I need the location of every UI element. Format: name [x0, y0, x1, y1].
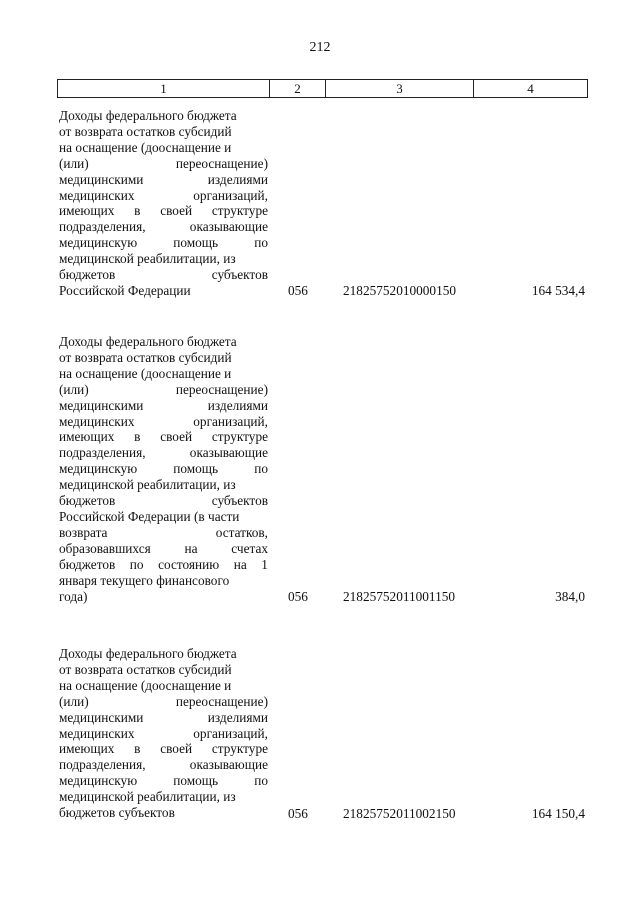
description-line: медицинской реабилитации, из: [59, 789, 236, 805]
description-line: подразделения, оказывающие: [59, 757, 268, 773]
description-line: года): [59, 588, 88, 604]
description-line: (или) переоснащение): [59, 155, 268, 171]
description-line: имеющих в своей структуре: [59, 741, 268, 757]
description-line: от возврата остатков субсидий: [59, 123, 232, 139]
description-line: подразделения, оказывающие: [59, 445, 268, 461]
description-line: медицинскую помощь по: [59, 773, 268, 789]
amount: 164 534,4: [531, 283, 585, 299]
admin-code: 056: [288, 588, 308, 604]
description-line: медицинскую помощь по: [59, 235, 268, 251]
description-line: Российской Федерации (в части: [59, 508, 240, 524]
admin-code: 056: [288, 283, 308, 299]
description-line: медицинской реабилитации, из: [59, 477, 236, 493]
description-line: от возврата остатков субсидий: [59, 349, 232, 365]
description-line: подразделения, оказывающие: [59, 219, 268, 235]
row-description: [59, 108, 268, 299]
description-line: медицинскими изделиями: [59, 709, 268, 725]
amount: 384,0: [555, 588, 585, 604]
classification-code: 21825752011001150: [343, 588, 456, 604]
description-line: медицинских организаций,: [59, 413, 268, 429]
description-line: медицинских организаций,: [59, 187, 268, 203]
description-line: (или) переоснащение): [59, 693, 268, 709]
description-line: медицинских организаций,: [59, 725, 268, 741]
description-line: бюджетов субъектов: [59, 493, 268, 509]
admin-code: 056: [288, 805, 308, 821]
page-number: 212: [309, 40, 331, 55]
description-line: бюджетов субъектов: [59, 267, 268, 283]
description-line: Доходы федерального бюджета: [59, 646, 237, 661]
description-line: Доходы федерального бюджета: [59, 108, 237, 123]
column-header-4: 4: [474, 80, 588, 98]
description-line: на оснащение (дооснащение и: [59, 139, 232, 155]
description-line: образовавшихся на счетах: [59, 540, 268, 556]
description-line: медицинскую помощь по: [59, 461, 268, 477]
description-line: медицинскими изделиями: [59, 171, 268, 187]
description-line: (или) переоснащение): [59, 381, 268, 397]
description-line: медицинской реабилитации, из: [59, 251, 236, 267]
description-line: имеющих в своей структуре: [59, 203, 268, 219]
description-line: января текущего финансового: [59, 572, 230, 588]
row-description: [59, 334, 268, 604]
column-header-2: 2: [270, 80, 326, 98]
description-line: от возврата остатков субсидий: [59, 661, 232, 677]
column-number-header: [57, 79, 588, 98]
column-header-1: 1: [58, 80, 270, 98]
description-line: на оснащение (дооснащение и: [59, 365, 232, 381]
classification-code: 21825752011002150: [343, 805, 456, 821]
description-line: Доходы федерального бюджета: [59, 334, 237, 349]
column-header-3: 3: [326, 80, 474, 98]
classification-code: 21825752010000150: [343, 283, 457, 299]
description-line: бюджетов по состоянию на 1: [59, 556, 268, 572]
description-line: имеющих в своей структуре: [59, 429, 268, 445]
description-line: на оснащение (дооснащение и: [59, 677, 232, 693]
description-line: медицинскими изделиями: [59, 397, 268, 413]
description-line: бюджетов субъектов: [59, 805, 175, 821]
description-line: возврата остатков,: [59, 524, 268, 540]
description-line: Российской Федерации: [59, 282, 191, 298]
amount: 164 150,4: [531, 805, 585, 821]
row-description: [59, 646, 268, 821]
